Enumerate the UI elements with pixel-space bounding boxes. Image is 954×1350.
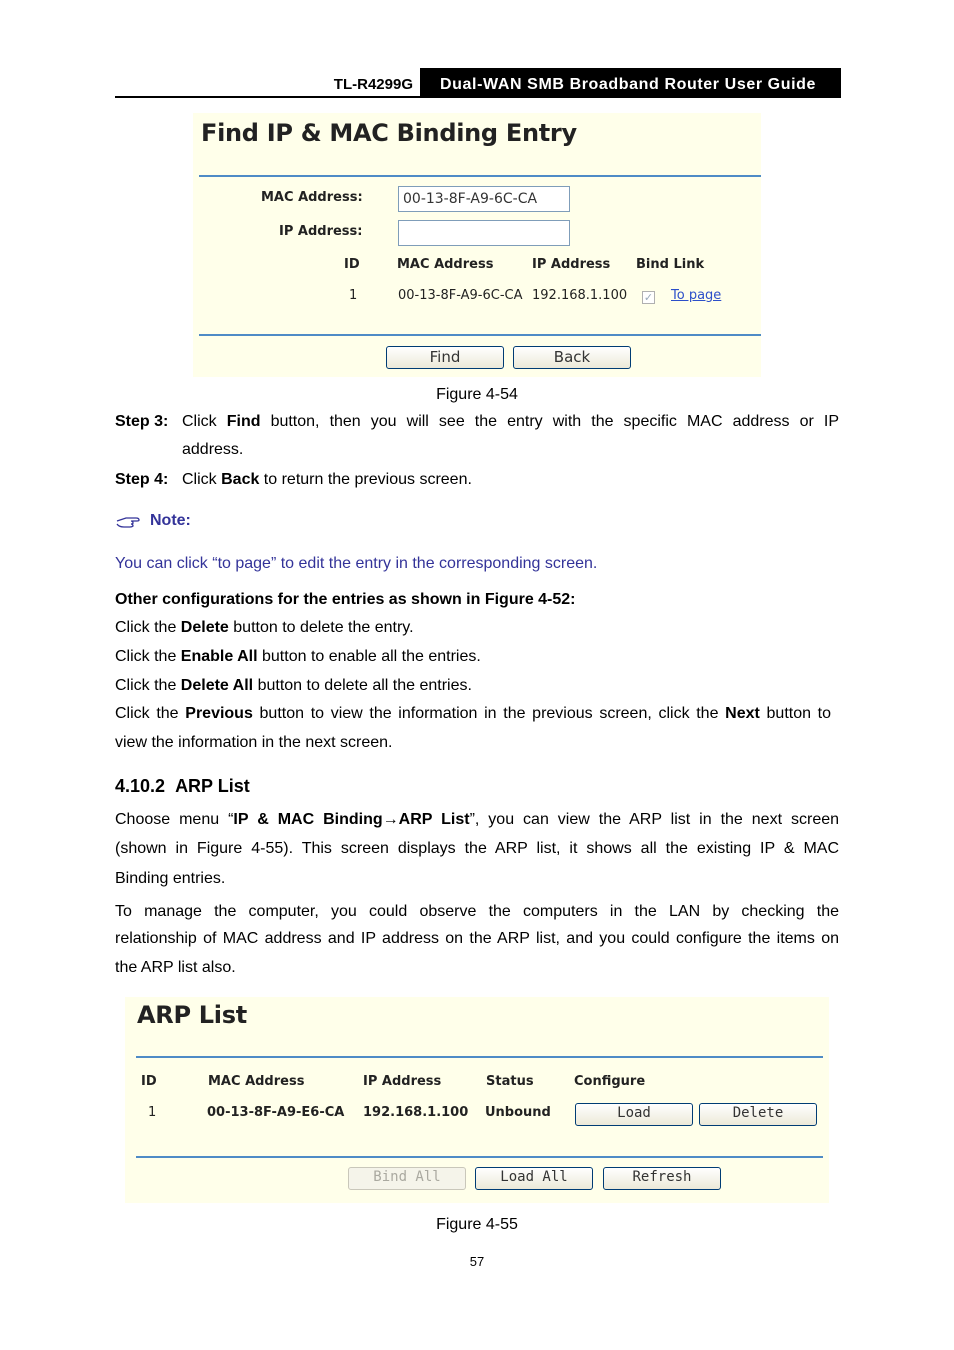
arp-col-mac: MAC Address [208,1074,305,1089]
find-panel-bottom-rule [199,334,761,336]
section-heading: 4.10.2 ARP List [115,776,250,796]
col-ip-header: IP Address [532,257,611,272]
other-line-enable-all: Click the Enable All button to enable all the entries. [115,648,481,665]
section-p1-line2: (shown in Figure 4-55). This screen displays the ARP list, it shows all the existing IP & MAC [115,840,839,857]
row-ip: 192.168.1.100 [532,288,628,303]
section-p1-line3: Binding entries. [115,870,226,887]
arp-panel-top-rule [136,1056,823,1058]
step-3-text-cont: address. [182,441,244,458]
section-p2-line3: the ARP list also. [115,959,236,976]
arp-row-status: Unbound [485,1105,551,1120]
arp-row-id: 1 [148,1105,157,1120]
mac-address-input[interactable]: 00-13-8F-A9-6C-CA [398,186,570,212]
section-p1-line1: Choose menu “IP & MAC Binding→ARP List”, you can view the ARP list in the next screen [115,811,840,828]
arp-panel-title: ARP List [137,1001,247,1029]
bind-checkbox[interactable]: ✓ [643,291,654,304]
step-3-text: Click Find button, then you will see the entry with the specific MAC address or IP [182,413,840,430]
figure-4-55-caption: Figure 4-55 [436,1216,518,1233]
other-line-previous: Click the Previous button to view the information in the previous screen, click the Next button to [115,705,832,722]
refresh-button[interactable]: Refresh [603,1167,721,1190]
arp-col-status: Status [486,1074,534,1089]
figure-4-54-caption: Figure 4-54 [436,386,518,403]
section-p2-line1: To manage the computer, you could observe the computers in the LAN by checking the [115,903,839,920]
find-button[interactable]: Find [386,346,504,369]
row-id: 1 [349,288,358,303]
arp-col-id: ID [141,1074,157,1089]
section-p2-line2: relationship of MAC address and IP address on the ARP list, and you could configure the items on [115,930,839,947]
arp-row-ip: 192.168.1.100 [363,1105,469,1120]
note-label: Note: [150,512,191,529]
note-text: You can click “to page” to edit the entry in the corresponding screen. [115,555,598,572]
delete-button[interactable]: Delete [699,1103,817,1126]
step-4-label: Step 4: [115,471,169,488]
other-line-delete-all: Click the Delete All button to delete all the entries. [115,677,472,694]
arp-list-panel [125,997,829,1203]
find-panel-top-rule [199,175,761,177]
other-line-previous-cont: view the information in the next screen. [115,734,393,751]
arp-col-configure: Configure [574,1074,646,1089]
find-binding-panel [193,113,761,377]
col-bind-link-header: Bind Link [636,257,705,272]
other-config-heading: Other configurations for the entries as shown in Figure 4-52: [115,591,576,608]
col-id-header: ID [344,257,360,272]
row-mac: 00-13-8F-A9-6C-CA [398,288,523,303]
mac-address-label: MAC Address: [261,190,363,205]
header-rule [115,96,841,98]
load-all-button[interactable]: Load All [475,1167,593,1190]
step-3-label: Step 3: [115,413,169,430]
step-4-text: Click Back to return the previous screen. [182,471,472,488]
arp-panel-bottom-rule [136,1156,823,1158]
back-button[interactable]: Back [513,346,631,369]
ip-address-label: IP Address: [279,224,363,239]
col-mac-header: MAC Address [397,257,494,272]
page-number: 57 [469,1254,485,1269]
pointing-hand-icon [116,515,142,534]
load-button[interactable]: Load [575,1103,693,1126]
arp-col-ip: IP Address [363,1074,442,1089]
header-model: TL-R4299G [333,76,413,93]
arp-row-mac: 00-13-8F-A9-E6-CA [207,1105,345,1120]
to-page-link[interactable]: To page [671,288,722,303]
ip-address-input[interactable] [398,220,570,246]
header-guide-title: Dual-WAN SMB Broadband Router User Guide [420,68,841,98]
bind-all-button[interactable]: Bind All [348,1167,466,1190]
other-line-delete: Click the Delete button to delete the entry. [115,619,414,636]
find-panel-title: Find IP & MAC Binding Entry [201,119,577,147]
